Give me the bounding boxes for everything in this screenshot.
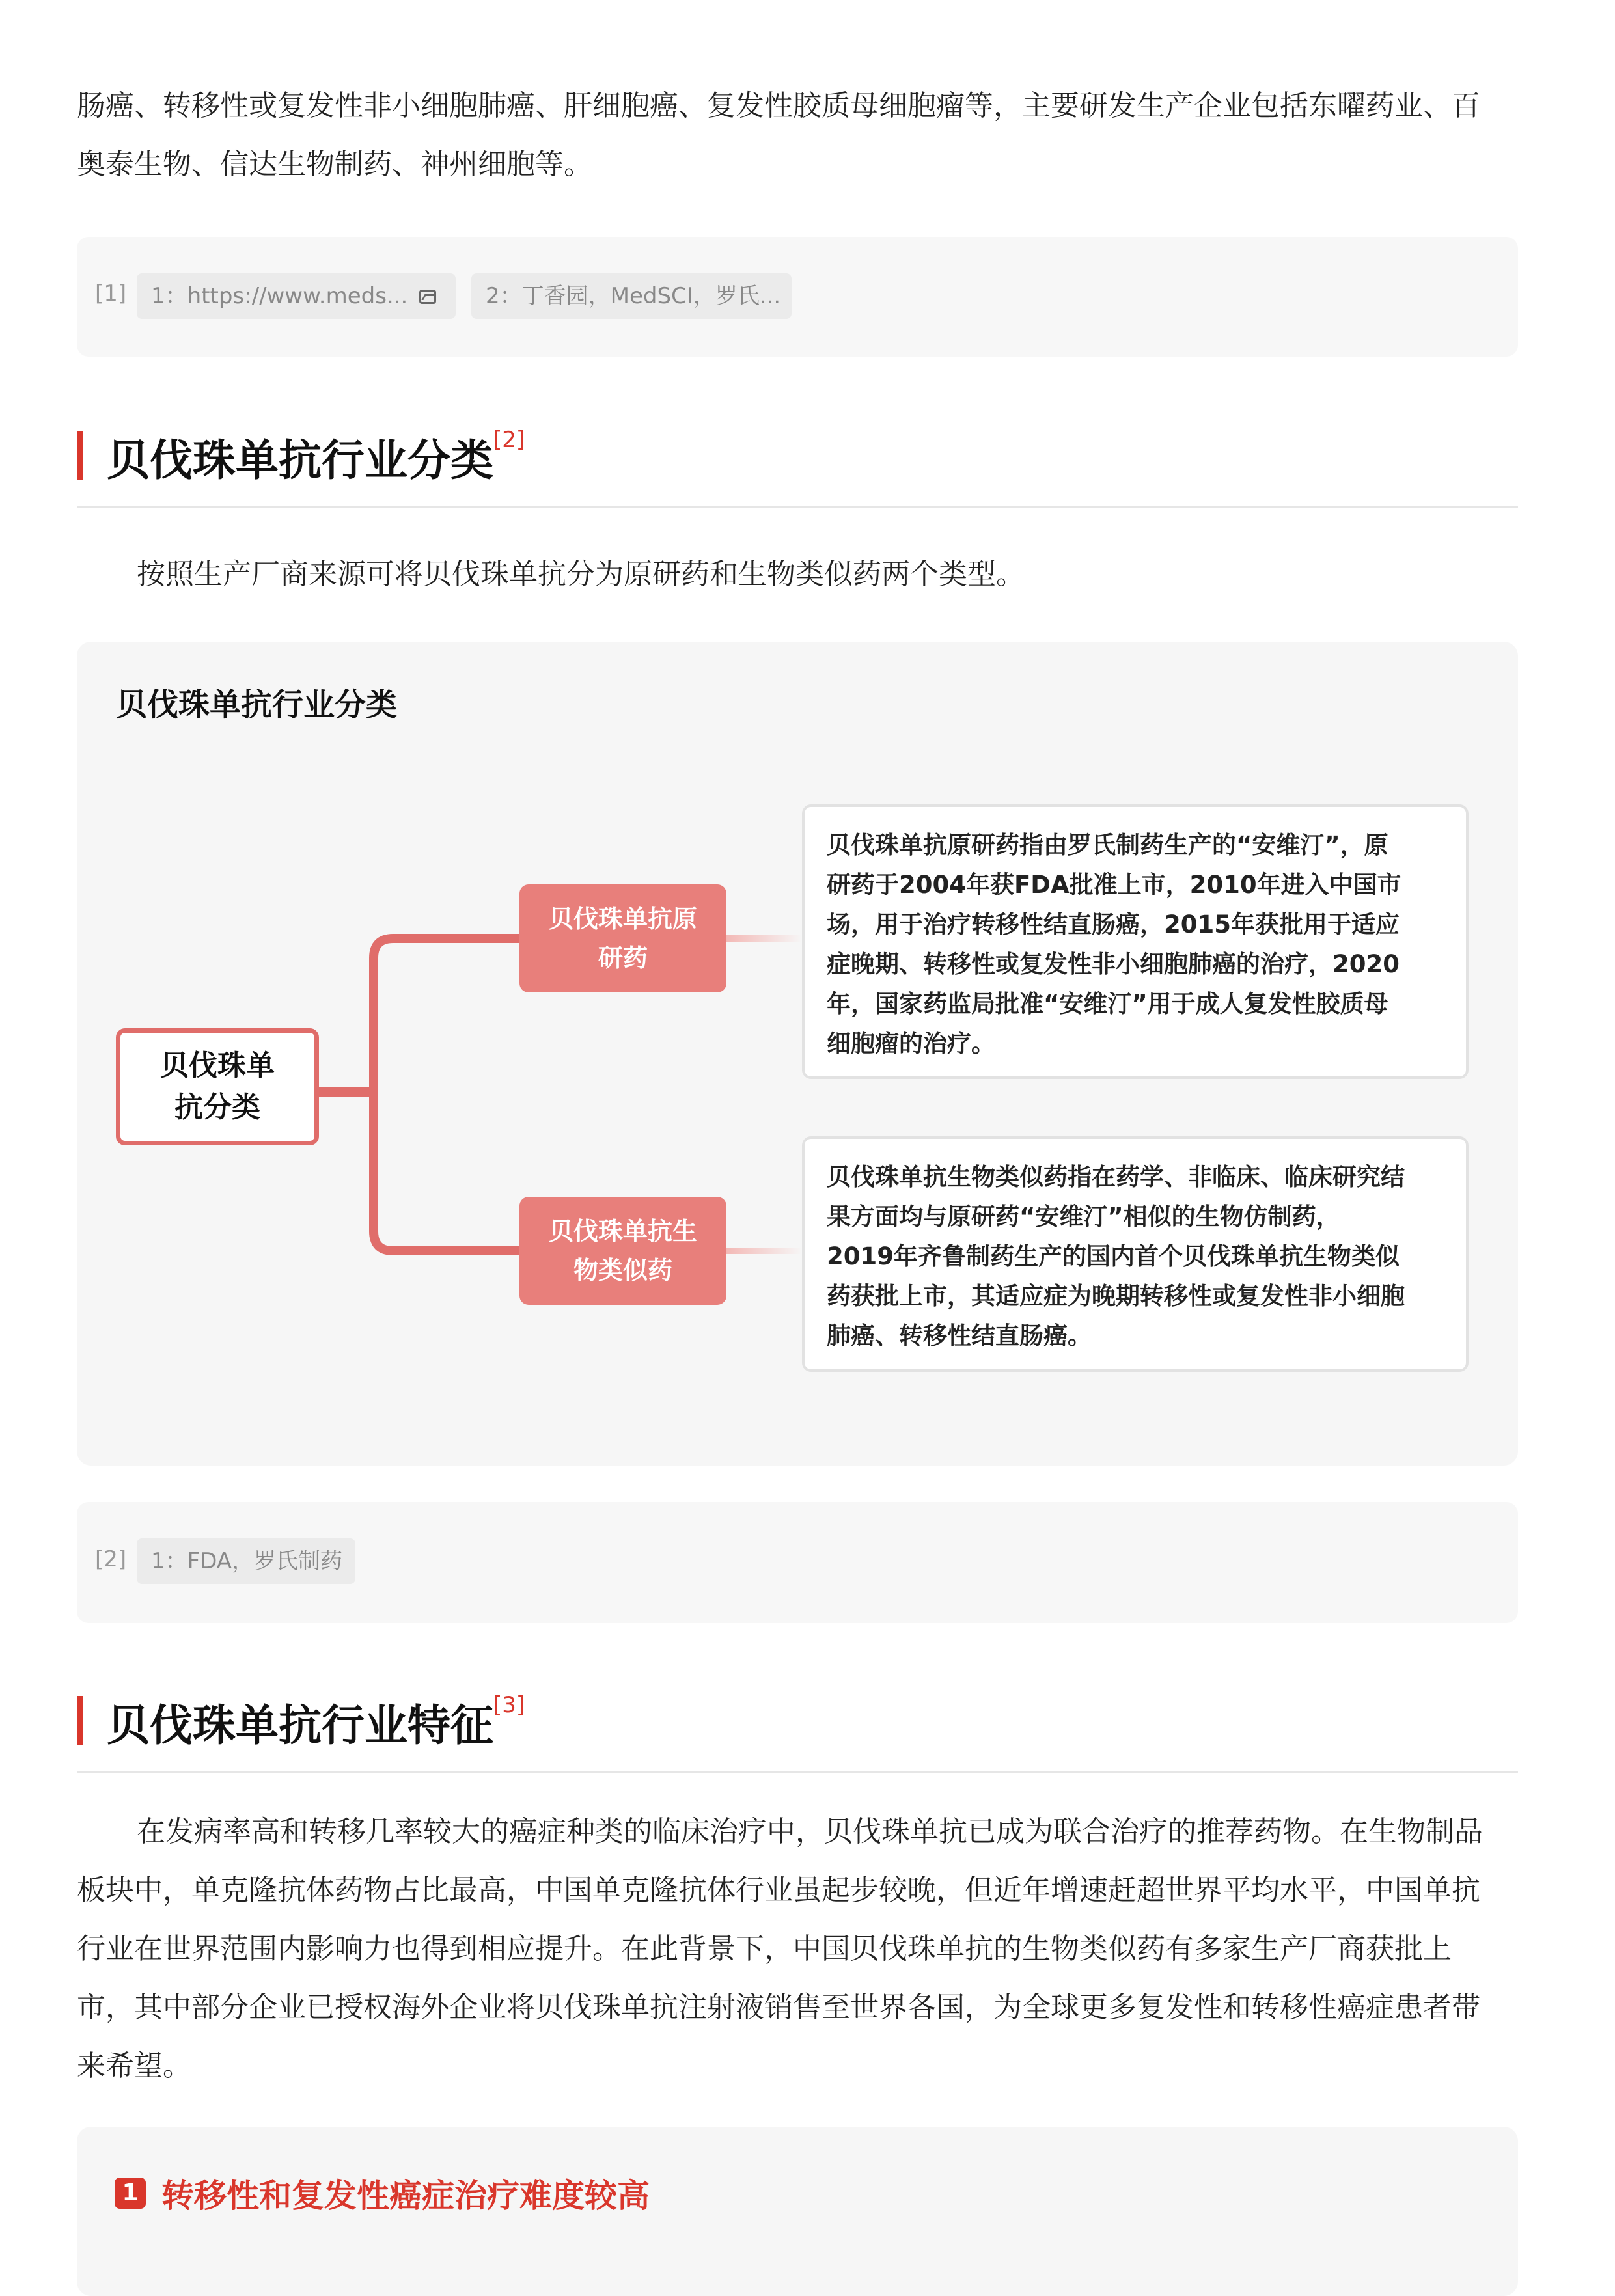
section-title-text: 贝伐珠单抗行业分类	[107, 435, 493, 485]
leaf-card-original	[802, 804, 1469, 1079]
reference-box-1	[77, 237, 1518, 357]
features-line: 市，其中部分企业已授权海外企业将贝伐珠单抗注射液销售至世界各国，为全球更多复发性和转移性癌症患者带	[77, 1991, 1480, 2024]
subsection-title: 转移性和复发性癌症治疗难度较高	[161, 2177, 650, 2215]
features-paragraph	[77, 1803, 1522, 2096]
reference-chip-2[interactable]	[471, 273, 792, 319]
leaf-line: 研药于2004年获FDA批准上市，2010年进入中国市	[827, 871, 1401, 899]
branch-node-label: 贝伐珠单抗原研药	[548, 905, 697, 972]
leaf-line: 2019年齐鲁制药生产的国内首个贝伐珠单抗生物类似	[827, 1242, 1400, 1270]
features-line: 来希望。	[77, 2049, 191, 2083]
intro-line-1: 肠癌、转移性或复发性非小细胞肺癌、肝细胞癌、复发性胶质母细胞瘤等，主要研发生产企业包括东曜药业、百	[77, 89, 1480, 122]
section-title	[107, 1691, 525, 1753]
leaf-line: 果方面均与原研药“安维汀”相似的生物仿制药，	[827, 1203, 1340, 1231]
leaf-line: 贝伐珠单抗原研药指由罗氏制药生产的“安维汀”，原	[827, 831, 1388, 859]
features-line: 板块中，单克隆抗体药物占比最高，中国单克隆抗体行业虽起步较晚，但近年增速赶超世界平均水平，中国单抗	[77, 1874, 1480, 1907]
mindmap-title: 贝伐珠单抗行业分类	[116, 687, 398, 723]
reference-number: [2]	[95, 1546, 127, 1572]
leaf-line: 场，用于治疗转移性结直肠癌，2015年获批用于适应	[827, 910, 1400, 938]
branch-connector-1	[374, 938, 519, 1092]
reference-number: [1]	[95, 280, 127, 307]
leaf-line: 肺癌、转移性结直肠癌。	[827, 1322, 1092, 1350]
subsection-number-badge: 1	[115, 2178, 146, 2209]
leaf-line: 贝伐珠单抗生物类似药指在药学、非临床、临床研究结	[827, 1163, 1405, 1191]
image-icon[interactable]	[419, 290, 436, 304]
features-line: 在发病率高和转移几率较大的癌症种类的临床治疗中，贝伐珠单抗已成为联合治疗的推荐药物。在生物制品	[137, 1815, 1483, 1848]
branch-connector-2	[374, 1092, 519, 1251]
leaf-connector-1	[726, 935, 802, 942]
mindmap-root-node	[116, 1028, 319, 1145]
mindmap-panel	[77, 642, 1518, 1466]
reference-chip-1-text: 1：https://www.meds...	[151, 283, 408, 309]
section-heading-classification	[77, 426, 1518, 484]
section-footnote-link[interactable]: [3]	[493, 1692, 525, 1718]
intro-paragraph	[77, 77, 1522, 194]
heading-accent-bar	[77, 1696, 83, 1745]
reference-chip-1[interactable]	[137, 1538, 355, 1584]
reference-chip-2-text: 2：丁香园，MedSCI，罗氏...	[486, 283, 781, 309]
leaf-line: 药获批上市，其适应症为晚期转移性或复发性非小细胞	[827, 1282, 1405, 1310]
leaf-connector-2	[726, 1248, 802, 1254]
intro-line-2: 奥泰生物、信达生物制药、神州细胞等。	[77, 148, 592, 181]
heading-accent-bar	[77, 431, 83, 480]
root-node-label: 贝伐珠单抗分类	[160, 1049, 275, 1124]
branch-node-biosimilar	[519, 1197, 726, 1305]
section-title	[107, 426, 525, 487]
section-heading-features	[77, 1691, 1518, 1749]
reference-chip-1[interactable]	[137, 273, 456, 319]
section-divider	[77, 506, 1518, 508]
leaf-line: 细胞瘤的治疗。	[827, 1030, 995, 1058]
section-divider	[77, 1771, 1518, 1773]
subsection-card	[77, 2127, 1518, 2296]
leaf-line: 症晚期、转移性或复发性非小细胞肺癌的治疗，2020	[827, 950, 1400, 978]
reference-chip-1-text: 1：FDA，罗氏制药	[151, 1548, 343, 1574]
features-line: 行业在世界范围内影响力也得到相应提升。在此背景下，中国贝伐珠单抗的生物类似药有多家生产厂商获批上	[77, 1932, 1452, 1965]
section-title-text: 贝伐珠单抗行业特征	[107, 1701, 493, 1751]
leaf-card-biosimilar	[802, 1136, 1469, 1372]
section-footnote-link[interactable]: [2]	[493, 427, 525, 453]
branch-node-original	[519, 884, 726, 992]
leaf-line: 年，国家药监局批准“安维汀”用于成人复发性胶质母	[827, 990, 1388, 1018]
classification-paragraph: 按照生产厂商来源可将贝伐珠单抗分为原研药和生物类似药两个类型。	[137, 558, 1025, 591]
branch-node-label: 贝伐珠单抗生物类似药	[548, 1217, 697, 1285]
reference-box-2	[77, 1502, 1518, 1623]
